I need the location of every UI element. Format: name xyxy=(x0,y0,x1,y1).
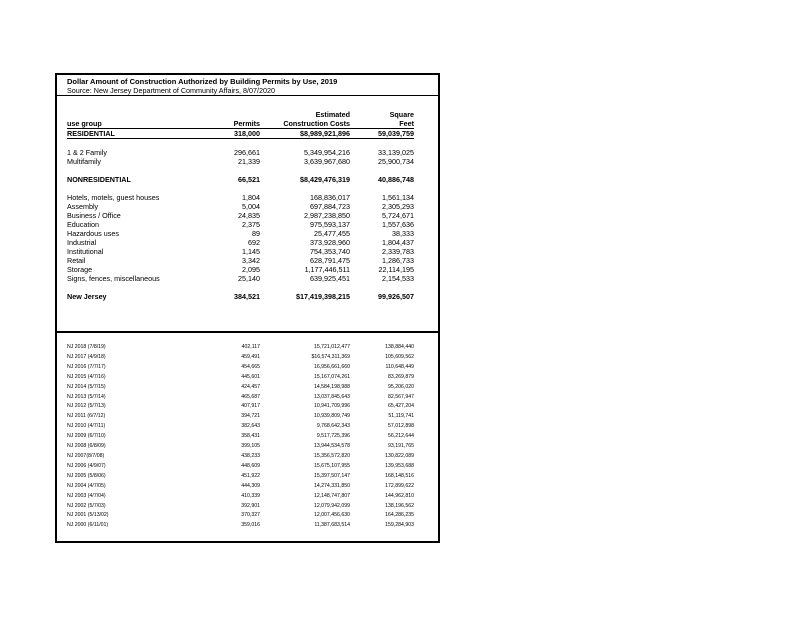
history-sqft: 65,427,204 xyxy=(388,403,414,410)
table-row xyxy=(67,238,414,247)
history-label: NJ 2016 (7/7/17) xyxy=(67,363,106,370)
history-costs: 10,939,809,749 xyxy=(313,413,350,420)
row-label: RESIDENTIAL xyxy=(67,129,204,139)
header-sqft-line1: Square xyxy=(389,110,414,119)
history-permits: 444,309 xyxy=(241,482,260,489)
row-permits: 24,835 xyxy=(238,211,260,220)
header-costs-line2: Construction Costs xyxy=(260,119,350,129)
history-label: NJ 2000 (6/11/01) xyxy=(67,522,109,529)
header-row xyxy=(67,119,414,129)
history-sqft: 168,148,516 xyxy=(385,472,414,479)
history-costs: 13,037,845,643 xyxy=(313,393,350,400)
history-costs: 15,675,107,955 xyxy=(313,462,350,469)
row-sqft: 1,557,636 xyxy=(382,220,414,229)
row-costs: 5,349,954,216 xyxy=(304,148,350,157)
row-permits: 66,521 xyxy=(238,175,260,184)
history-label: NJ 2006 (4/9/07) xyxy=(67,462,106,469)
history-sqft: 172,899,622 xyxy=(385,482,414,489)
history-row xyxy=(67,492,414,502)
table-row xyxy=(67,274,414,283)
table-row xyxy=(67,148,414,157)
header-sqft-line2: Feet xyxy=(350,119,414,129)
history-sqft: 105,609,562 xyxy=(385,353,414,360)
history-row xyxy=(67,462,414,472)
history-sqft: 83,269,879 xyxy=(388,373,414,380)
table-row xyxy=(67,247,414,256)
row-label: Education xyxy=(67,220,99,229)
history-label: NJ 2001 (5/13/02) xyxy=(67,512,109,519)
row-costs: 628,791,475 xyxy=(310,256,350,265)
row-permits: 25,140 xyxy=(238,274,260,283)
history-sqft: 95,206,020 xyxy=(388,383,414,390)
row-costs: 975,593,137 xyxy=(310,220,350,229)
history-costs: 15,167,074,261 xyxy=(313,373,350,380)
row-costs: 2,987,238,850 xyxy=(304,211,350,220)
row-permits: 1,145 xyxy=(242,247,260,256)
row-permits: 2,095 xyxy=(242,265,260,274)
table-row xyxy=(67,220,414,229)
history-sqft: 159,284,903 xyxy=(385,522,414,529)
row-permits: 1,804 xyxy=(242,193,260,202)
table-row xyxy=(67,211,414,220)
row-permits: 3,342 xyxy=(242,256,260,265)
row-permits: 384,521 xyxy=(234,292,260,301)
history-label: NJ 2014 (5/7/15) xyxy=(67,383,106,390)
history-permits: 402,117 xyxy=(241,344,260,350)
history-row xyxy=(67,373,414,383)
row-costs: 168,836,017 xyxy=(310,193,350,202)
residential-row xyxy=(67,129,414,139)
history-row xyxy=(67,521,414,531)
history-sqft: 139,953,688 xyxy=(385,462,414,469)
row-sqft: 99,926,507 xyxy=(378,292,414,301)
history-permits: 410,339 xyxy=(241,492,260,499)
history-costs: $16,574,311,369 xyxy=(311,353,350,360)
history-label: NJ 2007(8/7/08) xyxy=(67,452,105,459)
row-label: 1 & 2 Family xyxy=(67,148,107,157)
row-sqft: 40,886,748 xyxy=(378,175,414,184)
history-sqft: 51,119,741 xyxy=(388,413,414,420)
history-costs: 15,721,012,477 xyxy=(313,344,350,350)
history-label: NJ 2008 (6/8/09) xyxy=(67,443,106,450)
history-label: NJ 2017 (4/9/18) xyxy=(67,353,106,360)
table-row xyxy=(67,256,414,265)
history-costs: 10,941,709,996 xyxy=(313,403,350,410)
history-row xyxy=(67,502,414,512)
history-row xyxy=(67,343,414,353)
history-row xyxy=(67,432,414,442)
history-costs: 14,274,331,850 xyxy=(313,482,350,489)
row-sqft: 22,114,195 xyxy=(378,265,414,274)
history-permits: 392,901 xyxy=(241,502,260,509)
history-sqft: 144,962,810 xyxy=(385,492,414,499)
row-costs: 639,925,451 xyxy=(310,274,350,283)
header-costs-line1: Estimated xyxy=(315,110,350,119)
history-permits: 451,922 xyxy=(241,472,260,479)
history-label: NJ 2011 (6/7/12) xyxy=(67,413,106,420)
row-permits: 296,661 xyxy=(234,148,260,157)
table-row xyxy=(67,265,414,274)
row-label: Hazardous uses xyxy=(67,229,119,238)
history-sqft: 93,191,765 xyxy=(388,443,414,450)
history-sqft: 110,648,449 xyxy=(385,363,414,370)
header-permits: Permits xyxy=(204,119,260,129)
row-sqft: 2,339,783 xyxy=(382,247,414,256)
history-costs: 12,148,747,807 xyxy=(313,492,350,499)
history-permits: 407,917 xyxy=(241,403,260,410)
row-sqft: 25,900,734 xyxy=(378,157,414,166)
history-costs: 15,356,572,820 xyxy=(313,452,350,459)
history-row xyxy=(67,422,414,432)
history-permits: 454,665 xyxy=(241,363,260,370)
history-permits: 438,233 xyxy=(241,452,260,459)
history-row xyxy=(67,393,414,403)
history-row xyxy=(67,511,414,521)
history-label: NJ 2009 (6/7/10) xyxy=(67,433,106,440)
row-sqft: 1,561,134 xyxy=(382,193,414,202)
history-sqft: 164,286,235 xyxy=(385,512,414,519)
history-sqft: 130,822,089 xyxy=(385,452,414,459)
source-note: Source: New Jersey Department of Community Affairs, 8/07/2020 xyxy=(67,86,276,95)
row-sqft: 2,154,533 xyxy=(382,274,414,283)
row-costs: $8,989,921,896 xyxy=(260,129,350,139)
history-permits: 445,601 xyxy=(241,373,260,380)
history-permits: 448,609 xyxy=(241,462,260,469)
history-sqft: 56,212,644 xyxy=(388,433,414,440)
row-sqft: 1,804,437 xyxy=(382,238,414,247)
title-block xyxy=(57,75,438,96)
report-title: Dollar Amount of Construction Authorized by Building Permits by Use, 2019 xyxy=(67,77,338,86)
row-permits: 692 xyxy=(248,238,260,247)
row-sqft: 2,305,293 xyxy=(382,202,414,211)
row-label: Assembly xyxy=(67,202,99,211)
row-costs: $8,429,476,319 xyxy=(300,175,350,184)
history-permits: 359,016 xyxy=(241,522,260,529)
row-costs: 373,928,960 xyxy=(310,238,350,247)
history-costs: 9,768,642,343 xyxy=(316,423,350,430)
history-row xyxy=(67,482,414,492)
history-label: NJ 2002 (5/7/03) xyxy=(67,502,106,509)
table-row xyxy=(67,202,414,211)
row-permits: 89 xyxy=(252,229,260,238)
row-sqft: 1,286,733 xyxy=(382,256,414,265)
history-permits: 424,457 xyxy=(241,383,260,390)
history-label: NJ 2018 (7/8/19) xyxy=(67,344,106,350)
history-permits: 382,643 xyxy=(241,423,260,430)
history-permits: 459,491 xyxy=(241,353,260,360)
history-row xyxy=(67,353,414,363)
history-costs: 12,079,942,099 xyxy=(313,502,350,509)
row-sqft: 5,724,671 xyxy=(382,211,414,220)
row-costs: 25,477,455 xyxy=(314,229,350,238)
history-row xyxy=(67,383,414,393)
history-table xyxy=(67,343,414,531)
history-permits: 358,431 xyxy=(241,433,260,440)
row-label: Signs, fences, miscellaneous xyxy=(67,274,160,283)
history-row xyxy=(67,452,414,462)
row-permits: 318,000 xyxy=(204,129,260,139)
history-permits: 399,105 xyxy=(241,443,260,450)
history-costs: 13,944,534,578 xyxy=(313,443,350,450)
history-row xyxy=(67,472,414,482)
history-label: NJ 2004 (4/7/05) xyxy=(67,482,106,489)
row-label: Business / Office xyxy=(67,211,121,220)
row-label: Hotels, motels, guest houses xyxy=(67,193,160,202)
history-row xyxy=(67,442,414,452)
history-sqft: 82,567,947 xyxy=(388,393,414,400)
report-frame xyxy=(55,73,440,543)
history-label: NJ 2013 (5/7/14) xyxy=(67,393,106,400)
row-costs: 1,177,446,511 xyxy=(304,265,350,274)
row-costs: $17,419,398,215 xyxy=(296,292,350,301)
history-costs: 14,584,198,988 xyxy=(313,383,350,390)
history-costs: 9,517,725,396 xyxy=(316,433,350,440)
nonresidential-row xyxy=(67,175,414,184)
row-label: New Jersey xyxy=(67,292,107,301)
history-costs: 12,007,456,630 xyxy=(313,512,350,519)
table-row xyxy=(67,193,414,202)
history-costs: 11,387,683,514 xyxy=(314,522,350,529)
permits-table xyxy=(67,110,414,301)
header-use-group: use group xyxy=(67,119,204,129)
row-label: NONRESIDENTIAL xyxy=(67,175,131,184)
row-sqft: 33,139,025 xyxy=(378,148,414,157)
history-label: NJ 2010 (4/7/11) xyxy=(67,423,106,430)
row-label: Multifamily xyxy=(67,157,101,166)
history-row xyxy=(67,402,414,412)
history-permits: 465,687 xyxy=(241,393,260,400)
history-row xyxy=(67,412,414,422)
row-sqft: 38,333 xyxy=(392,229,414,238)
history-sqft: 138,196,562 xyxy=(385,502,414,509)
total-row xyxy=(67,292,414,301)
history-costs: 15,397,507,147 xyxy=(313,472,350,479)
row-label: Institutional xyxy=(67,247,104,256)
history-sqft: 57,012,898 xyxy=(388,423,414,430)
row-label: Retail xyxy=(67,256,86,265)
row-sqft: 59,039,759 xyxy=(350,129,414,139)
row-permits: 5,004 xyxy=(242,202,260,211)
row-label: Industrial xyxy=(67,238,97,247)
row-label: Storage xyxy=(67,265,93,274)
history-costs: 16,956,661,660 xyxy=(313,363,350,370)
history-permits: 370,327 xyxy=(241,512,260,519)
row-permits: 2,375 xyxy=(242,220,260,229)
history-permits: 394,721 xyxy=(241,413,260,420)
row-permits: 21,339 xyxy=(238,157,260,166)
history-label: NJ 2003 (4/7/04) xyxy=(67,492,106,499)
header-row-top xyxy=(67,110,414,119)
history-row xyxy=(67,363,414,373)
history-label: NJ 2005 (5/8/06) xyxy=(67,472,106,479)
row-costs: 697,884,723 xyxy=(310,202,350,211)
row-costs: 3,639,967,680 xyxy=(304,157,350,166)
section-divider xyxy=(57,331,438,333)
table-row xyxy=(67,157,414,166)
row-costs: 754,353,740 xyxy=(310,247,350,256)
history-sqft: 138,884,440 xyxy=(385,344,414,350)
history-label: NJ 2012 (5/7/13) xyxy=(67,403,106,410)
table-row xyxy=(67,229,414,238)
history-label: NJ 2015 (4/7/16) xyxy=(67,373,106,380)
